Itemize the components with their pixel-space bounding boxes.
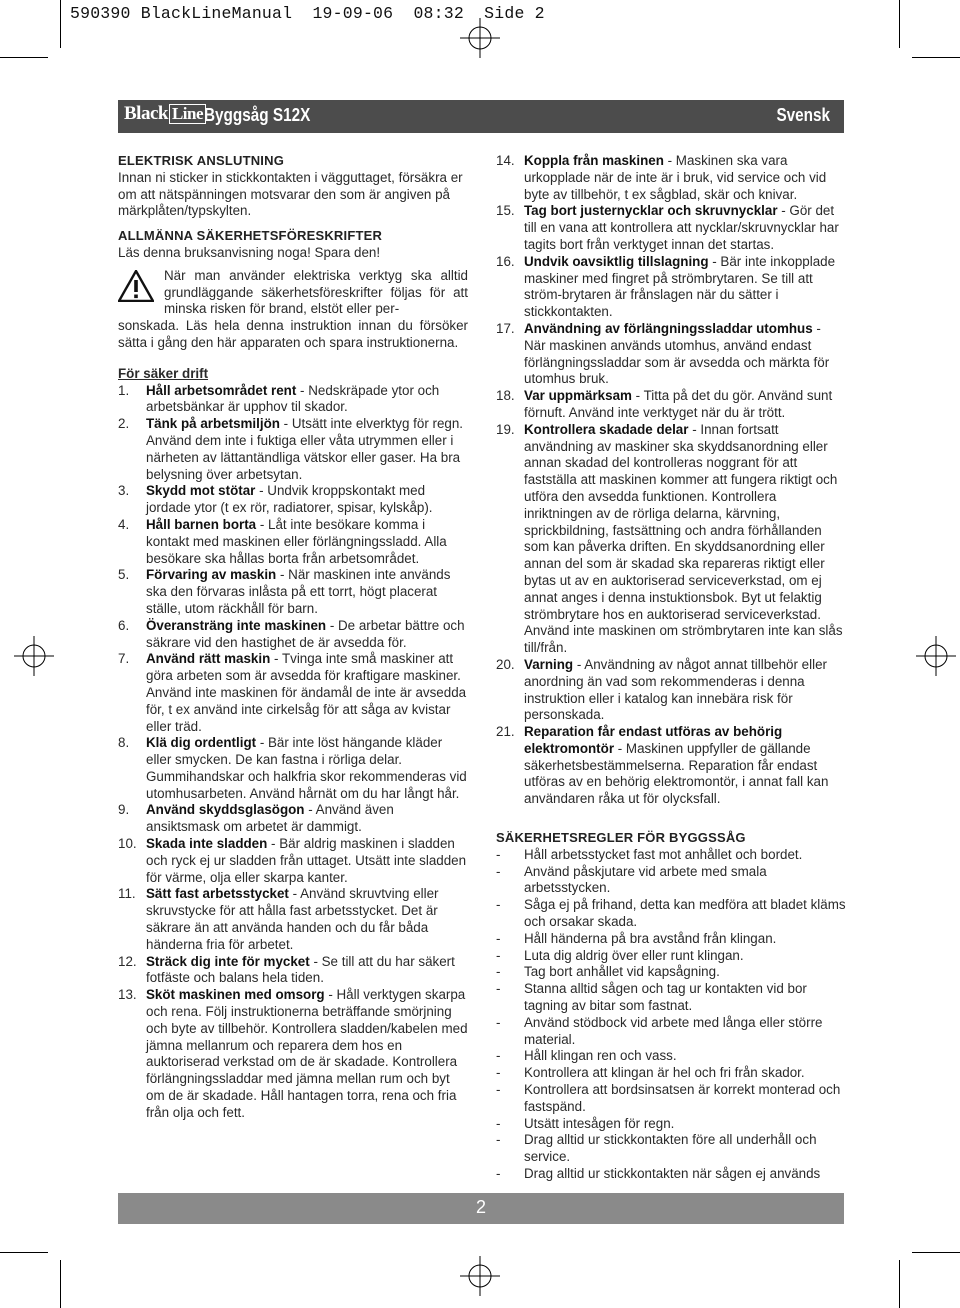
item-title: Håll barnen borta (146, 516, 257, 532)
item-text (524, 388, 846, 422)
item-text (524, 203, 846, 253)
electrical-text: Innan ni sticker in stickkontakten i vägguttaget, försäkra er om att nätspänningen motsvarar den som är angiven på märkplåten/typskylten. (118, 169, 463, 219)
item-number: 14. (496, 153, 515, 168)
item-title: Reparation får endast utföras av behörig elektromontör (524, 724, 783, 756)
item-number: 21. (496, 724, 515, 740)
list-item (496, 254, 846, 321)
list-item (118, 416, 468, 483)
dash-marker: - (496, 1115, 501, 1131)
warning-triangle-icon (118, 270, 154, 302)
item-title: Sköt maskinen med omsorg (146, 987, 325, 1003)
crop-mark (0, 57, 48, 58)
item-body: - De arbetar bättre och säkrare vid den hastighet de är avsedda för. (146, 617, 465, 650)
rule-item (496, 1015, 846, 1049)
item-title: Använd rätt maskin (146, 651, 271, 667)
item-text (146, 483, 468, 517)
list-item (118, 886, 468, 953)
item-text (524, 254, 846, 321)
rule-item (496, 1132, 846, 1166)
list-item (118, 954, 468, 988)
list-item (118, 618, 468, 652)
warning-block (118, 268, 468, 318)
document-title: Byggsåg S12X (204, 105, 311, 125)
item-title: Undvik oavsiktlig tillslagning (524, 253, 709, 269)
rule-text: Luta dig aldrig över eller runt klingan. (524, 947, 744, 963)
item-text (146, 618, 468, 652)
rule-text: Drag alltid ur stickkontakten före all underhåll och service. (524, 1132, 817, 1165)
item-number: 6. (118, 617, 130, 633)
list-item (118, 802, 468, 836)
rule-text: Kontrollera att bordsinsatsen är korrekt monterad och fastspänd. (524, 1082, 841, 1114)
list-item (496, 203, 846, 253)
item-title: Varning (524, 656, 574, 672)
list-item (118, 987, 468, 1121)
item-title: Tänk på arbetsmiljön (146, 416, 280, 432)
rule-item (496, 981, 846, 1015)
item-number: 2. (118, 416, 130, 432)
item-title: Kontrollera skadade delar (524, 421, 689, 437)
item-body: - Gör det till en vana att kontrollera att nycklar/skruvnycklar har tagits bort från verktyget innan det startas. (524, 203, 839, 252)
rule-item (496, 847, 846, 864)
item-text (146, 383, 468, 417)
warning-text: När man använder elektriska verktyg ska alltid grundläggande säkerhetsföreskrifter följas för att minska risken för brand, elstöt eller per- (164, 267, 468, 317)
rule-text: Använd stödbock vid arbete med långa eller större material. (524, 1014, 823, 1047)
item-number: 13. (118, 987, 137, 1003)
list-item (496, 422, 846, 657)
electrical-heading: ELEKTRISK ANSLUTNING (118, 153, 285, 168)
item-body: - Håll verktygen skarpa och rena. Följ instruktionerna beträffande smörjning och byte av tillbehör. Kontrollera sladden/kabelen med jämna mellanrum och reparera dem hos en auktoriserad verkstad om de är skadade. Kontrollera förlängningssladdar med jämna mellan rum och byt om de är skadade. Håll hantagen torra, rena och fria från olja och fett. (146, 987, 468, 1120)
item-title: Koppla från maskinen (524, 153, 664, 168)
rule-item (496, 1082, 846, 1116)
crop-mark (912, 1252, 960, 1253)
item-title: Sträck dig inte för mycket (146, 953, 310, 969)
item-number: 1. (118, 382, 130, 398)
item-number: 8. (118, 735, 130, 751)
rule-item (496, 897, 846, 931)
dash-marker: - (496, 930, 501, 946)
dash-marker: - (496, 1082, 501, 1098)
item-body: - Innan fortsatt användning av maskiner ska skyddsanordning eller annan skadad del kontrolleras noggrant för att fastställa att maskinen kommer att fungera riktigt och utföra den avsedda funktionen. Kontrollera inriktningen av de rörliga delarna, kärvning, sprickbildning, fastsättning och andra förhållanden som kan påverka driften. En skyddsanordning eller annan del som är skadad ska repareras riktigt eller bytas ut av en auktoriserad serviceverkstad, om ej annat anges i denna instuktionsbok. Byt ut felaktig strömbrytare hos en auktoriserad serviceverkstad. Använd inte maskinen om strömbrytaren inte kan slås till/från. (524, 421, 843, 656)
dash-marker: - (496, 947, 501, 963)
header-bar (118, 100, 844, 133)
item-number: 4. (118, 516, 130, 532)
item-number: 18. (496, 388, 515, 404)
crop-mark (899, 0, 900, 48)
item-body: - Maskinen uppfyller de gällande säkerhetsbestämmelserna. Reparation får endast utföras av en behörig elektromontör, i annat fall kan användaren råka ut för olycksfall. (524, 740, 829, 807)
item-body: - Bär inte inkopplade maskiner med fingret på strömbrytaren. Se till att ström-brytaren är frånslagen när du sätter i stickkontakten. (524, 253, 836, 320)
crop-mark (60, 1260, 61, 1308)
left-column (118, 153, 468, 1122)
list-item (496, 388, 846, 422)
saw-rules-heading: SÄKERHETSREGLER FÖR BYGGSSÅG (496, 830, 746, 846)
item-body: - Maskinen ska vara urkopplade när de inte är i bruk, vid service och vid byte av tillbehör, t ex sågblad, skär och knivar. (524, 153, 827, 202)
registration-mark-icon (460, 18, 500, 58)
item-body: - Titta på det du gör. Använd sunt förnuft. Använd inte verktyget när du är trött. (524, 388, 833, 420)
item-number: 19. (496, 421, 515, 437)
item-title: Skydd mot stötar (146, 483, 256, 499)
general-safety-heading: ALLMÄNNA SÄKERHETSFÖRESKRIFTER (118, 228, 383, 244)
rule-text: Såga ej på frihand, detta kan medföra att bladet kläms och orsakar skada. (524, 897, 846, 930)
item-text (146, 567, 468, 617)
list-item (118, 383, 468, 417)
item-title: Håll arbetsområdet rent (146, 382, 297, 398)
item-number: 7. (118, 651, 130, 667)
logo-line-text: Line (169, 104, 206, 124)
dash-marker: - (496, 964, 501, 980)
item-text (146, 987, 468, 1121)
dash-marker: - (496, 897, 501, 913)
crop-mark (60, 0, 61, 48)
rule-item (496, 864, 846, 898)
rule-text: Stanna alltid sågen och tag ur kontakten vid bor tagning av bitar som fastnat. (524, 981, 807, 1014)
safety-list-continued (496, 153, 846, 808)
item-body: - Bär aldrig maskinen i sladden och ryck ej ur sladden från uttaget. Utsätt inte sladden för värme, olja eller skarpa kanter. (146, 836, 467, 885)
dash-marker: - (496, 1132, 501, 1148)
item-number: 16. (496, 253, 515, 269)
item-number: 15. (496, 203, 515, 219)
dash-marker: - (496, 1065, 501, 1081)
list-item (118, 517, 468, 567)
registration-mark-icon (460, 1256, 500, 1296)
language-label: Svensk (776, 105, 830, 125)
item-title: Överansträng inte maskinen (146, 617, 327, 633)
item-text (146, 954, 468, 988)
item-text (146, 802, 468, 836)
item-number: 12. (118, 953, 137, 969)
list-item (118, 651, 468, 735)
saw-rules-list (496, 847, 846, 1183)
item-number: 11. (118, 886, 136, 902)
rule-item (496, 931, 846, 948)
item-body: - När maskinen används utomhus, använd endast förlängningssladdar som är avsedda och märkta för utomhus bruk. (524, 320, 830, 387)
rule-item (496, 1116, 846, 1133)
rule-text: Använd påskjutare vid arbete med smala arbetsstycken. (524, 863, 767, 896)
item-number: 9. (118, 802, 130, 818)
item-number: 10. (118, 836, 137, 852)
rule-text: Håll arbetsstycket fast mot anhållet och bordet. (524, 846, 803, 862)
dash-marker: - (496, 1048, 501, 1064)
list-item (496, 153, 846, 203)
item-body: - Låt inte besökare komma i kontakt med maskinen eller förlängningssladd. Alla besökare ska hållas borta från arbetsområdet. (146, 516, 447, 566)
right-column (496, 153, 846, 1183)
rule-item (496, 1166, 846, 1183)
registration-mark-icon (14, 636, 54, 676)
item-text (524, 657, 846, 724)
item-text (524, 153, 846, 203)
item-text (146, 517, 468, 567)
item-text (146, 735, 468, 802)
crop-mark (899, 1260, 900, 1308)
item-text (146, 886, 468, 953)
list-item (118, 567, 468, 617)
safety-list (118, 383, 468, 1122)
rule-item (496, 1065, 846, 1082)
item-text (146, 416, 468, 483)
item-number: 17. (496, 320, 515, 336)
item-title: Tag bort justernycklar och skruvnycklar (524, 203, 778, 219)
dash-marker: - (496, 981, 501, 997)
item-body: - När maskinen inte används ska den förvaras inlåsta på ett torrt, högt placerat ställe, utom räckhåll för barn. (146, 567, 451, 616)
item-body: - Se till att du har säkert fotfäste och balans hela tiden. (146, 953, 455, 986)
item-title: Sätt fast arbetsstycket (146, 886, 289, 902)
list-item (496, 321, 846, 388)
list-item (496, 657, 846, 724)
item-title: Använd skyddsglasögon (146, 802, 305, 818)
rule-text: Tag bort anhållet vid kapsågning. (524, 964, 720, 980)
list-item (118, 483, 468, 517)
list-item (496, 724, 846, 808)
item-body: - Tvinga inte små maskiner att göra arbeten som är avsedda för kraftigare maskiner. Använd inte maskinen för ändamål de inte är avsedda för, t ex använd inte cirkelsåg för att såga av kvistar eller träd. (146, 651, 467, 734)
item-number: 5. (118, 567, 130, 583)
item-number: 20. (496, 656, 515, 672)
warning-continuation: sonskada. Läs hela denna instruktion innan du försöker sätta i gång den här apparaten och spara instruktionerna. (118, 318, 468, 350)
dash-marker: - (496, 1014, 501, 1030)
item-text (146, 651, 468, 735)
list-item (118, 735, 468, 802)
item-title: Var uppmärksam (524, 388, 632, 404)
item-body: - Använd även ansiktsmask om arbetet är dammigt. (146, 802, 394, 835)
item-text (524, 321, 846, 388)
item-body: - Bär inte löst hängande kläder eller smycken. De kan fastna i rörliga delar. Gummihandskar och halkfria skor rekommenderas vid utomhusarbeten. Använd hårnät om du har långt hår. (146, 735, 467, 801)
item-text (146, 836, 468, 886)
dash-marker: - (496, 846, 501, 862)
item-body: - Nedskräpade ytor och arbetsbänkar är upphov til skador. (146, 382, 440, 415)
item-body: - Utsätt inte elverktyg för regn. Använd dem inte i fuktiga eller våta utrymmen eller i närheten av lättantändliga vätskor eller gaser. Ha bra belysning över arbetsytan. (146, 416, 464, 482)
list-item (118, 836, 468, 886)
page-number: 2 (475, 1197, 486, 1217)
registration-mark-icon (916, 636, 956, 676)
crop-mark (0, 1252, 48, 1253)
item-body: - Användning av något annat tillbehör eller anordning än vad som rekommenderas i denna instruktion eller i katalog kan innebära risk för personskada. (524, 656, 827, 723)
brand-logo (124, 103, 206, 125)
item-body: - Undvik kroppskontakt med jordade ytor (t ex rör, radiatorer, spisar, kylskåp). (146, 483, 433, 516)
rule-text: Kontrollera att klingan är hel och fri från skador. (524, 1065, 805, 1081)
rule-text: Drag alltid ur stickkontakten när sågen ej används (524, 1166, 821, 1182)
logo-black-text: Black (124, 103, 168, 124)
general-safety-text: Läs denna bruksanvisning noga! Spara den! (118, 244, 381, 260)
item-title: Klä dig ordentligt (146, 735, 257, 751)
safe-operation-heading: För säker drift (118, 365, 209, 381)
crop-mark (912, 57, 960, 58)
rule-item (496, 1048, 846, 1065)
rule-text: Håll händerna på bra avstånd från klingan. (524, 930, 777, 946)
rule-item (496, 964, 846, 981)
dash-marker: - (496, 863, 501, 879)
rule-text: Håll klingan ren och vass. (524, 1048, 677, 1064)
print-slug: 590390 BlackLineManual 19-09-06 08:32 Side 2 (70, 4, 545, 23)
item-number: 3. (118, 483, 130, 499)
rule-item (496, 948, 846, 965)
item-title: Skada inte sladden (146, 836, 268, 852)
rule-text: Utsätt intesågen för regn. (524, 1115, 675, 1131)
item-title: Användning av förlängningssladdar utomhus (524, 320, 813, 336)
item-text (524, 724, 846, 808)
item-body: - Använd skruvtving eller skruvstycke för att hålla fast arbetsstycket. Det är säkrare än att använda handen och du får båda händerna fria för arbetet. (146, 886, 439, 952)
item-title: Förvaring av maskin (146, 567, 277, 583)
dash-marker: - (496, 1166, 501, 1182)
footer-bar (118, 1193, 844, 1224)
item-text (524, 422, 846, 657)
